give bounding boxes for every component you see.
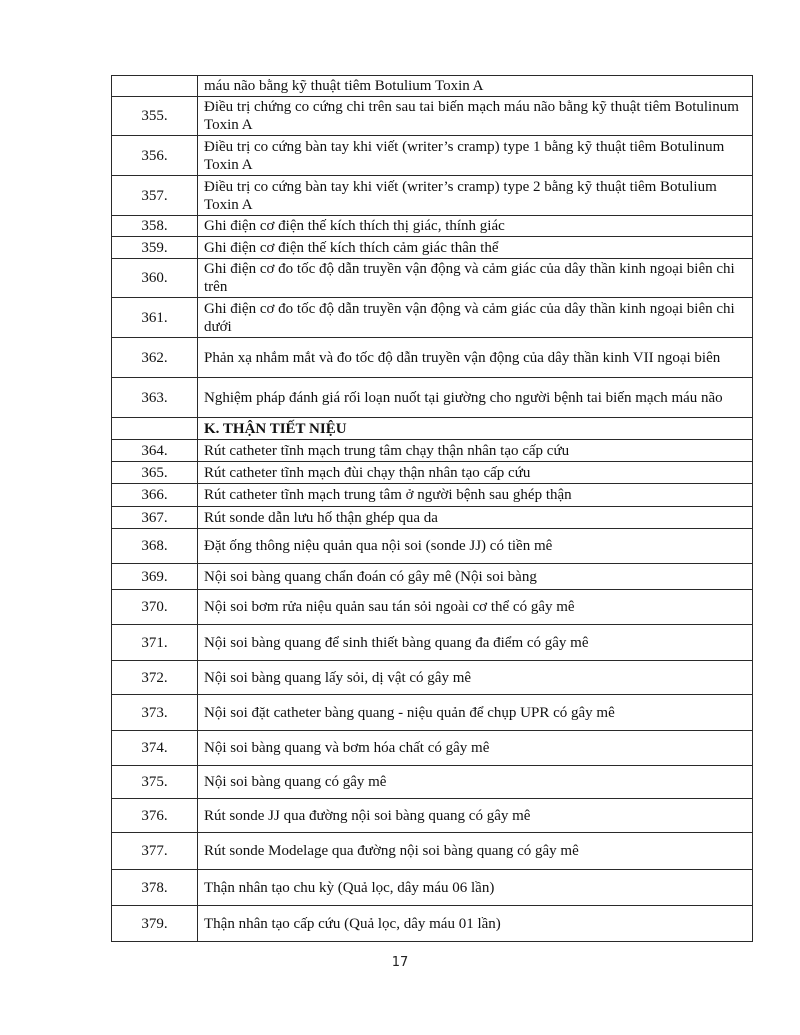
table-row bbox=[112, 298, 753, 338]
row-number: 356. bbox=[112, 136, 198, 176]
procedure-name: Ghi điện cơ đo tốc độ dẫn truyền vận động và cảm giác của dây thần kinh ngoại biên chi dưới bbox=[198, 298, 753, 338]
procedure-name: Ghi điện cơ đo tốc độ dẫn truyền vận động và cảm giác của dây thần kinh ngoại biên chi trên bbox=[198, 259, 753, 298]
row-number: 362. bbox=[112, 338, 198, 378]
row-number: 367. bbox=[112, 507, 198, 529]
table-row bbox=[112, 833, 753, 870]
row-number: 371. bbox=[112, 625, 198, 661]
procedure-name: Rút sonde JJ qua đường nội soi bàng quang có gây mê bbox=[198, 799, 753, 833]
procedure-name: Thận nhân tạo chu kỳ (Quả lọc, dây máu 06 lần) bbox=[198, 870, 753, 906]
table-row bbox=[112, 76, 753, 97]
row-number: 360. bbox=[112, 259, 198, 298]
procedure-name: Ghi điện cơ điện thế kích thích thị giác, thính giác bbox=[198, 216, 753, 237]
table-row bbox=[112, 237, 753, 259]
table-row bbox=[112, 590, 753, 625]
table-row bbox=[112, 731, 753, 766]
table-row bbox=[112, 378, 753, 418]
row-number: 366. bbox=[112, 484, 198, 507]
table-row bbox=[112, 906, 753, 942]
table-row bbox=[112, 97, 753, 136]
row-number: 376. bbox=[112, 799, 198, 833]
procedure-name: Phản xạ nhắm mắt và đo tốc độ dẫn truyền vận động của dây thần kinh VII ngoại biên bbox=[198, 338, 753, 378]
procedure-name: Nghiệm pháp đánh giá rối loạn nuốt tại giường cho người bệnh tai biến mạch máu não bbox=[198, 378, 753, 418]
procedure-table bbox=[111, 75, 753, 942]
table-row bbox=[112, 440, 753, 462]
procedure-name: Nội soi đặt catheter bàng quang - niệu quản để chụp UPR có gây mê bbox=[198, 695, 753, 731]
procedure-name: Nội soi bàng quang chẩn đoán có gây mê (Nội soi bàng bbox=[198, 564, 753, 590]
procedure-name: Rút sonde Modelage qua đường nội soi bàng quang có gây mê bbox=[198, 833, 753, 870]
table-row bbox=[112, 799, 753, 833]
page-number: 17 bbox=[391, 955, 409, 970]
procedure-name: Ghi điện cơ điện thế kích thích cảm giác thân thể bbox=[198, 237, 753, 259]
row-number: 374. bbox=[112, 731, 198, 766]
procedure-table-body bbox=[112, 76, 753, 942]
row-number: 369. bbox=[112, 564, 198, 590]
table-row bbox=[112, 136, 753, 176]
procedure-name: Rút catheter tĩnh mạch đùi chạy thận nhân tạo cấp cứu bbox=[198, 462, 753, 484]
table-row bbox=[112, 507, 753, 529]
table-row bbox=[112, 625, 753, 661]
row-number: 359. bbox=[112, 237, 198, 259]
row-number: 357. bbox=[112, 176, 198, 216]
procedure-name: Thận nhân tạo cấp cứu (Quả lọc, dây máu 01 lần) bbox=[198, 906, 753, 942]
table-row bbox=[112, 176, 753, 216]
table-row bbox=[112, 529, 753, 564]
table-row bbox=[112, 259, 753, 298]
row-number: 373. bbox=[112, 695, 198, 731]
row-number: 368. bbox=[112, 529, 198, 564]
row-number: 355. bbox=[112, 97, 198, 136]
procedure-name: Nội soi bàng quang để sinh thiết bàng quang đa điểm có gây mê bbox=[198, 625, 753, 661]
procedure-name: máu não bằng kỹ thuật tiêm Botulium Toxin A bbox=[198, 76, 753, 97]
procedure-name: Rút catheter tĩnh mạch trung tâm ở người bệnh sau ghép thận bbox=[198, 484, 753, 507]
procedure-name: Đặt ống thông niệu quản qua nội soi (sonde JJ) có tiền mê bbox=[198, 529, 753, 564]
row-number: 364. bbox=[112, 440, 198, 462]
section-title: K. THẬN TIẾT NIỆU bbox=[198, 418, 753, 440]
procedure-name: Nội soi bơm rửa niệu quản sau tán sỏi ngoài cơ thể có gây mê bbox=[198, 590, 753, 625]
section-header-row bbox=[112, 418, 753, 440]
procedure-name: Rút sonde dẫn lưu hố thận ghép qua da bbox=[198, 507, 753, 529]
table-row bbox=[112, 766, 753, 799]
row-number: 365. bbox=[112, 462, 198, 484]
row-number: 363. bbox=[112, 378, 198, 418]
row-number bbox=[112, 76, 198, 97]
row-number: 375. bbox=[112, 766, 198, 799]
table-row bbox=[112, 216, 753, 237]
table-row bbox=[112, 338, 753, 378]
row-number: 379. bbox=[112, 906, 198, 942]
row-number: 358. bbox=[112, 216, 198, 237]
table-row bbox=[112, 484, 753, 507]
table-row bbox=[112, 462, 753, 484]
table-row bbox=[112, 564, 753, 590]
procedure-name: Điều trị co cứng bàn tay khi viết (writer’s cramp) type 2 bằng kỹ thuật tiêm Botulium Toxin A bbox=[198, 176, 753, 216]
procedure-name: Rút catheter tĩnh mạch trung tâm chạy thận nhân tạo cấp cứu bbox=[198, 440, 753, 462]
row-number: 361. bbox=[112, 298, 198, 338]
table-row bbox=[112, 695, 753, 731]
procedure-name: Nội soi bàng quang và bơm hóa chất có gây mê bbox=[198, 731, 753, 766]
row-number: 377. bbox=[112, 833, 198, 870]
procedure-name: Điều trị chứng co cứng chi trên sau tai biến mạch máu não bằng kỹ thuật tiêm Botulinum Toxin A bbox=[198, 97, 753, 136]
row-number: 370. bbox=[112, 590, 198, 625]
table-row bbox=[112, 661, 753, 695]
table-row bbox=[112, 870, 753, 906]
procedure-name: Điều trị co cứng bàn tay khi viết (writer’s cramp) type 1 bằng kỹ thuật tiêm Botulinum Toxin A bbox=[198, 136, 753, 176]
row-number bbox=[112, 418, 198, 440]
row-number: 372. bbox=[112, 661, 198, 695]
row-number: 378. bbox=[112, 870, 198, 906]
procedure-name: Nội soi bàng quang lấy sỏi, dị vật có gây mê bbox=[198, 661, 753, 695]
procedure-name: Nội soi bàng quang có gây mê bbox=[198, 766, 753, 799]
